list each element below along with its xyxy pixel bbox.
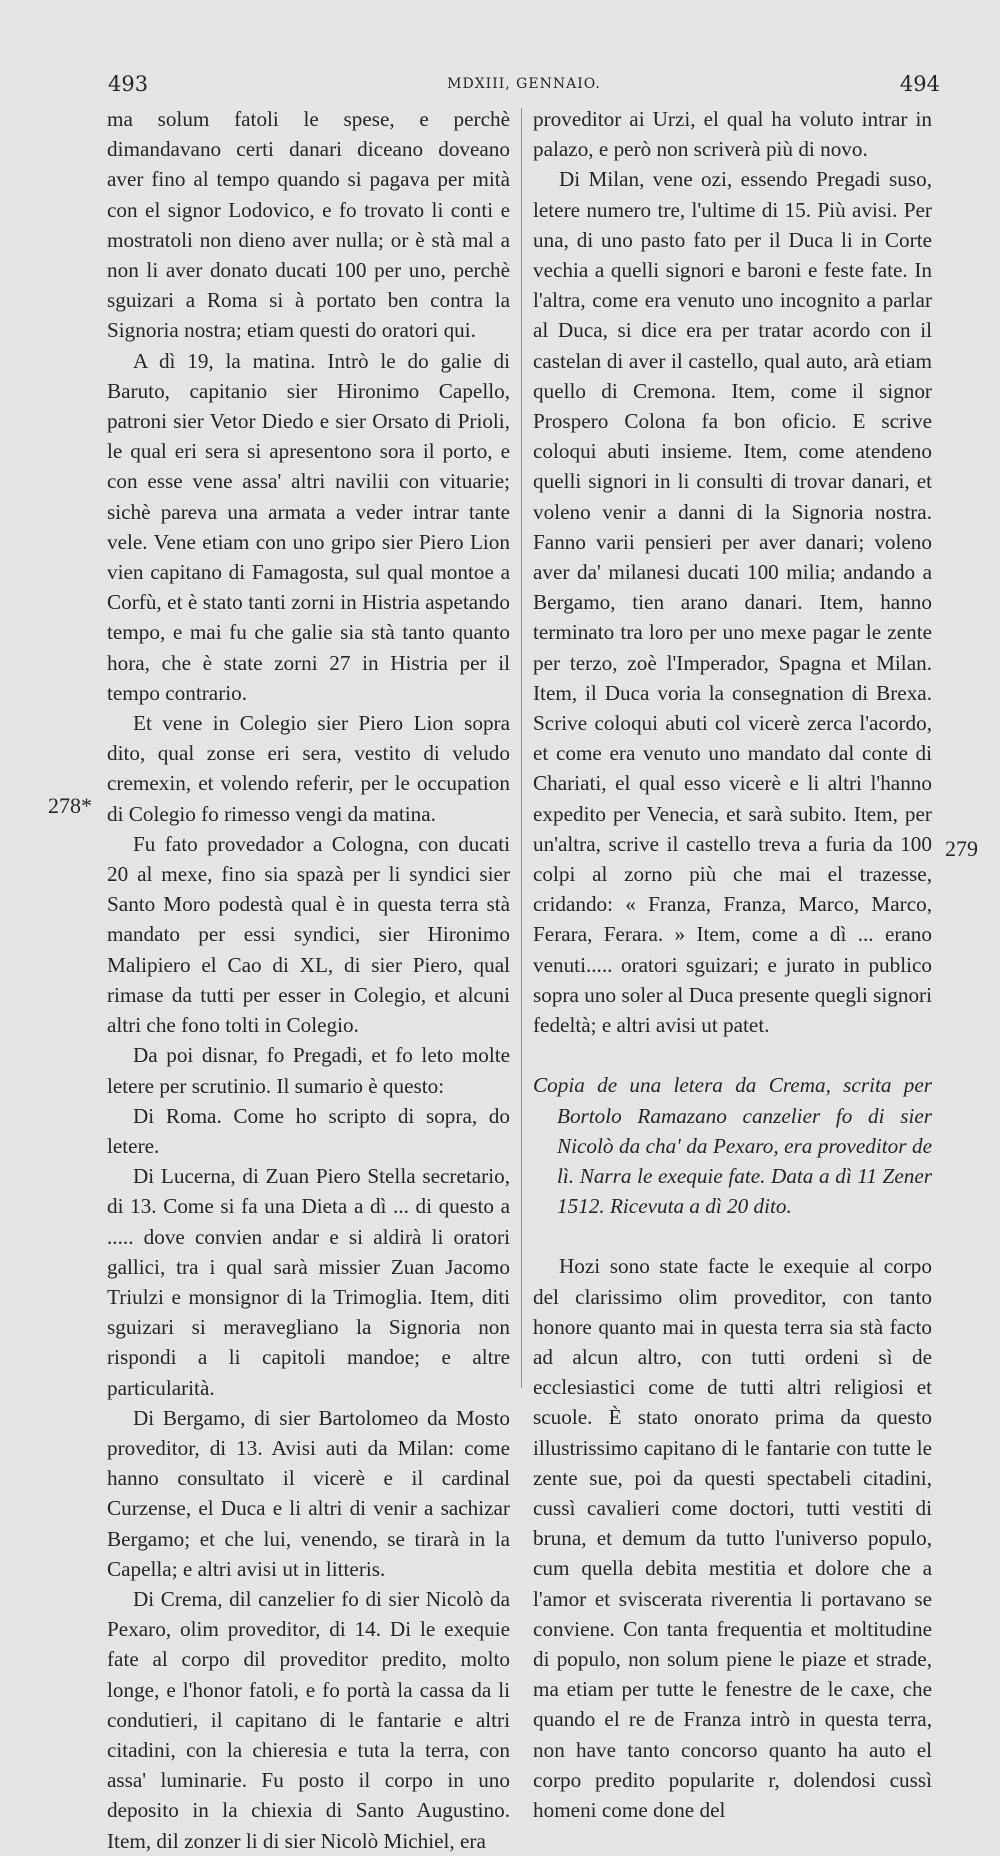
paragraph: Di Crema, dil canzelier fo di sier Nicolò da Pexaro, olim proveditor, di 14. Di le exequie fate al corpo dil proveditor predito, molto longe, e l'honor fatoli, e fo portà la cassa da li condutieri, il capitano di le fantarie e altri citadini, con la chieresia e tuta la terra, con assa' luminarie. Fu posto il corpo in uno deposito in la chiexia di Santo Augustino. Item, dil zonzer li di sier Nicolò Michiel, era bbox=[107, 1586, 510, 1853]
page-header bbox=[108, 68, 940, 98]
paragraph: Et vene in Colegio sier Piero Lion sopra dito, qual zonse eri sera, vestito di veludo cremexin, et volendo referir, per le occupation di Colegio fo rimesso vengi da matina. bbox=[107, 711, 510, 826]
letter-heading: Copia de una letera da Crema, scrita per Bortolo Ramazano canzelier fo di sier Nicolò da cha' da Pexaro, era proveditor de lì. Narra le exequie fate. Data a dì 11 Zener 1512. Ricevuta a dì 20 dito. bbox=[533, 1073, 932, 1219]
paragraph: Da poi disnar, fo Pregadi, et fo leto molte letere per scrutinio. Il sumario è questo: bbox=[107, 1043, 510, 1098]
page-number-right: 494 bbox=[899, 72, 940, 96]
paragraph: ma solum fatoli le spese, e perchè dimandavano certi danari diceano doveano aver fino al tempo quando si pagava per mità con el signor Lodovico, e fo trovato li conti e mostratoli non dieno aver nulla; or è stà mal a non li aver donato ducati 100 per uno, perchè sguizari a Roma si à portato ben contra la Signoria nostra; etiam questi do oratori qui. bbox=[107, 107, 510, 343]
paragraph: Di Milan, vene ozi, essendo Pregadi suso, letere numero tre, l'ultime di 15. Più avisi. Per una, di uno pasto fato per il Duca li in Corte vechia a quelli signori e baroni e feste fate. In l'altra, come era venuto uno incognito a parlar al Duca, si dice era per tratar acordo con il castelan di aver il castello, qual auto, arà etiam quello di Cremona. Item, come il signor Prospero Colona fa bon oficio. E scrive coloqui abuti insieme. Item, come atendeno quelli signori in li consulti di trovar danari, et voleno venir a danni di la Signoria nostra. Fanno varii pensieri per aver danari; voleno aver da' milanesi ducati 100 milia; andando a Bergamo, tien arano danari. Item, hanno terminato tra loro per uno mexe pagar le zente per terzo, zoè l'Imperador, Spagna et Milan. Item, il Duca voria la consegnation di Brexa. Scrive coloqui abuti col vicerè zerca l'acordo, et come era venuto uno mandato dal conte di Chariati, el qual esso vicerè e li altri l'hanno expedito per Venecia, et sarà subito. Item, per un'altra, scrive il castello treva a furia da 100 colpi al zorno più che mai el trazesse, cridando: « Franza, Franza, Marco, Marco, Ferara, Ferara. » Item, come a dì ... erano venuti..... oratori sguizari; e jurato in publico sopra uno soler al Duca presente quegli signori fedeltà; e altri avisi ut patet. bbox=[533, 167, 932, 1038]
paragraph: proveditor ai Urzi, el qual ha voluto intrar in palazo, e però non scriverà più di novo. bbox=[533, 107, 932, 162]
right-column bbox=[533, 104, 932, 1825]
paragraph: Di Roma. Come ho scripto di sopra, do letere. bbox=[107, 1103, 510, 1158]
column-divider bbox=[521, 108, 522, 1388]
left-column bbox=[107, 104, 510, 1856]
paragraph: A dì 19, la matina. Intrò le do galie di Baruto, capitanio sier Hironimo Capello, patroni sier Vetor Diedo e sier Orsato di Prioli, le qual eri sera si apresentono sora il porto, e con esse vene assa' altri navilii con vituarie; sichè pareva una armata a veder intrar tante vele. Vene etiam con uno gripo sier Piero Lion vien capitano di Famagosta, sul qual montoe a Corfù, et è stato tanti zorni in Histria aspetando tempo, e mai fu che galie sia stà tanto quanto hora, che è state zorni 27 in Histria per il tempo contrario. bbox=[107, 348, 510, 705]
running-title: MDXIII, GENNAIO. bbox=[447, 76, 601, 92]
margin-note-right: 279 bbox=[945, 836, 978, 861]
paragraph: Hozi sono state facte le exequie al corpo del clarissimo olim proveditor, con tanto honore quanto mai in questa terra sia stà facto ad alcun altro, con tutti ordeni sì de ecclesiastici come de tutti altri religiosi et scuole. È stato onorato prima da questo illustrissimo capitano di le fantarie con tutte le zente sue, poi da questi spectabeli citadini, cussì cavalieri come doctori, tutti vestiti di bruna, et demum da tutto l'universo populo, cum quella debita mestitia et dolore che a l'amor et sviscerata riverentia li portavano se conviene. Con tanta frequentia et moltitudine di populo, non solum piene le piaze et strade, ma etiam per tutte le fenestre de le caxe, che quando el re de Franza intrò in questa terra, non have tanto concorso quanto ha auto el corpo predito popularite r, dolendosi cussì homeni come done del bbox=[533, 1254, 932, 1822]
page-number-left: 493 bbox=[108, 72, 149, 96]
margin-note-left: 278* bbox=[48, 793, 92, 818]
paragraph: Fu fato provedador a Cologna, con ducati 20 al mexe, fino sia spazà per li syndici sier Santo Moro podestà qual è in questa terra stà mandato per essi syndici, sier Hironimo Malipiero el Cao di XL, di sier Piero, qual rimase da tutti per esser in Colegio, et alcuni altri che fono tolti in Colegio. bbox=[107, 831, 510, 1038]
paragraph: Di Lucerna, di Zuan Piero Stella secretario, di 13. Come si fa una Dieta a dì ... di questo a ..... dove convien andar e si aldirà li oratori gallici, tra i qual sarà missier Zuan Jacomo Triulzi e monsignor di la Trimoglia. Item, diti sguizari si meravegliano la Signoria non rispondi a li capitoli mandoe; e altre particularità. bbox=[107, 1164, 510, 1400]
paragraph: Di Bergamo, di sier Bartolomeo da Mosto proveditor, di 13. Avisi auti da Milan: come hanno consultato il vicerè e il cardinal Curzense, el Duca e li altri di venir a sachizar Bergamo; et che lui, venendo, se tirarà in la Capella; e altri avisi ut in litteris. bbox=[107, 1405, 510, 1581]
